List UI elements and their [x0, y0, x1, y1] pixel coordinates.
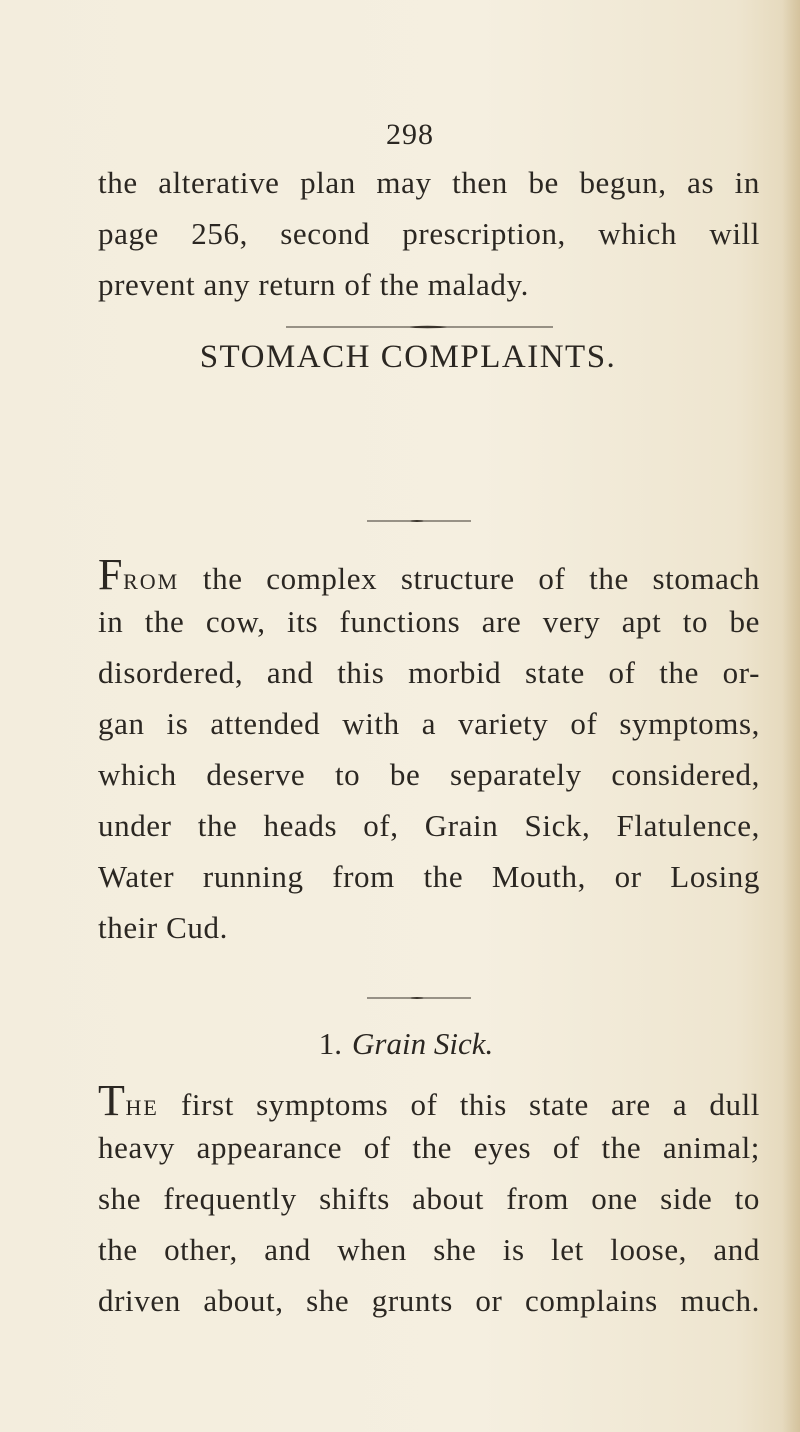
heading-divider-rule	[367, 519, 471, 523]
text-line: page 256, second prescription, which will	[98, 216, 760, 251]
text-line: disordered, and this morbid state of the or-	[98, 655, 760, 690]
text-line-first	[98, 1076, 760, 1125]
text-line: which deserve to be separately considered,	[98, 757, 760, 792]
text-line: their Cud.	[98, 910, 228, 945]
first-line-rest: the complex structure of the stomach	[179, 561, 760, 596]
section-divider-rule	[286, 325, 553, 329]
initial-letter: T	[98, 1076, 126, 1125]
subsection-divider-rule	[367, 996, 471, 1000]
page-number: 298	[386, 118, 434, 151]
initial-word-rest: he	[125, 1087, 159, 1122]
text-line: gan is attended with a variety of symptoms,	[98, 706, 760, 741]
text-line: in the cow, its functions are very apt to be	[98, 604, 760, 639]
text-line: she frequently shifts about from one side to	[98, 1181, 760, 1216]
text-line: Water running from the Mouth, or Losing	[98, 859, 760, 894]
subsection-number: 1.	[318, 1026, 343, 1061]
text-line: the other, and when she is let loose, and	[98, 1232, 760, 1267]
subsection-title: Grain Sick.	[352, 1026, 494, 1061]
text-line: the alterative plan may then be begun, as in	[98, 165, 760, 200]
subsection-heading	[0, 1026, 800, 1062]
first-line-rest: first symptoms of this state are a dull	[158, 1087, 760, 1122]
initial-letter: F	[98, 550, 124, 599]
text-line-first	[98, 550, 760, 599]
text-line: under the heads of, Grain Sick, Flatulence,	[98, 808, 760, 843]
text-line: driven about, she grunts or complains much.	[98, 1283, 760, 1318]
page-edge-shadow	[782, 0, 800, 1432]
initial-word-rest: rom	[123, 561, 180, 596]
text-line: prevent any return of the malady.	[98, 267, 529, 302]
section-heading: STOMACH COMPLAINTS.	[199, 339, 617, 375]
text-line: heavy appearance of the eyes of the animal;	[98, 1130, 760, 1165]
